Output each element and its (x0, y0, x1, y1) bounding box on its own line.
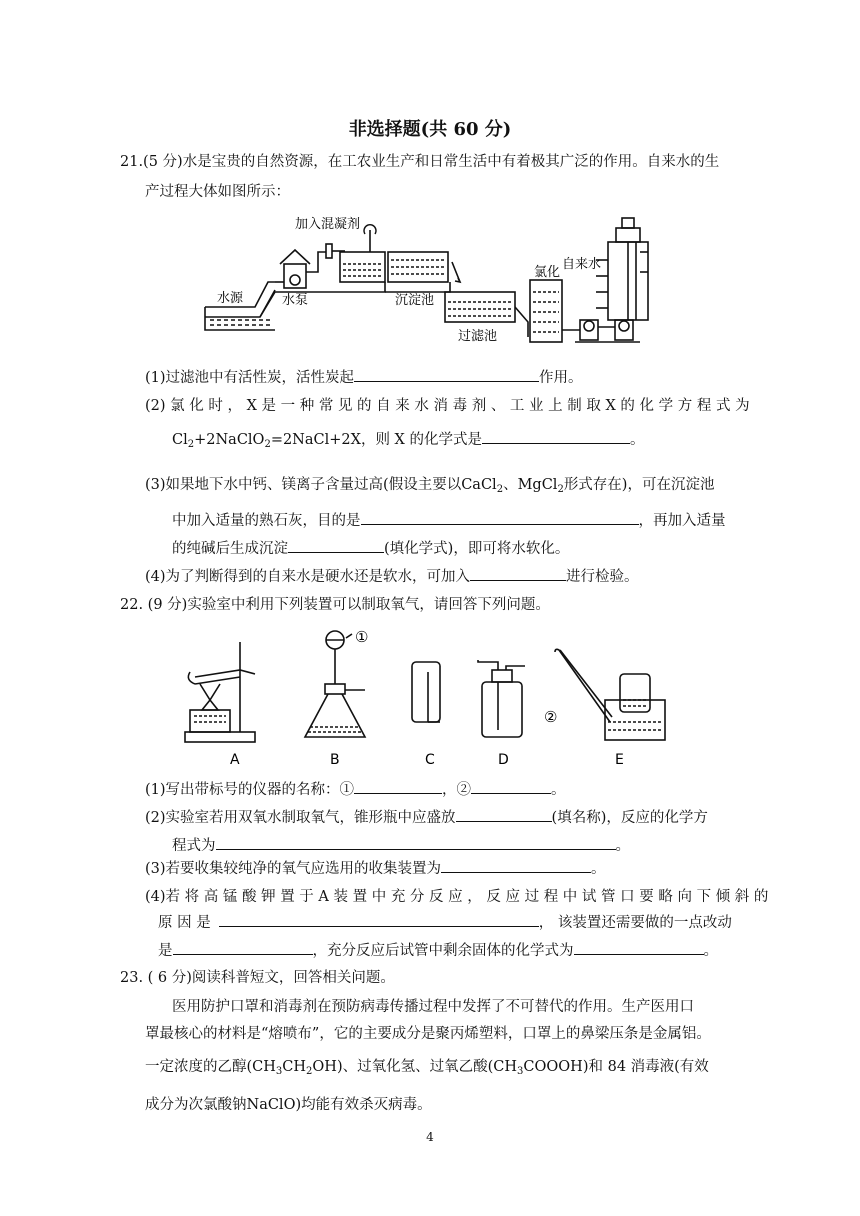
q23-paragraph-line4: 成分为次氯酸钠NaClO)均能有效杀灭病毒。 (145, 1097, 432, 1113)
svg-text:水泵: 水泵 (282, 293, 309, 308)
q21-part2-line1: (2) 氯 化 时 ， X 是 一 种 常 见 的 自 来 水 消 毒 剂 、 工 业 上 制 取 X 的 化 学 方 程 式 为 (145, 398, 750, 414)
answer-blank[interactable] (288, 537, 384, 553)
answer-blank[interactable] (216, 834, 616, 850)
svg-text:E: E (615, 752, 624, 768)
svg-text:D: D (498, 752, 509, 768)
svg-text:氯化: 氯化 (534, 265, 561, 280)
answer-blank[interactable] (361, 509, 639, 525)
answer-blank[interactable] (354, 778, 442, 794)
q22-part2-line2: 程式为 。 (172, 834, 630, 855)
answer-blank[interactable] (441, 857, 591, 873)
q21-part2-line2: $Cl_2+2NaClO_2=2NaCl+2X$，则 X 的化学式是 。 (172, 428, 645, 449)
svg-text:①: ① (355, 628, 369, 646)
oxygen-apparatus-diagram (180, 622, 670, 772)
svg-text:A: A (230, 752, 240, 768)
answer-blank[interactable] (482, 428, 630, 444)
q22-part4-line1: (4)若 将 高 锰 酸 钾 置 于 A 装 置 中 充 分 反 应 ， 反 应 过 程 中 试 管 口 要 略 向 下 倾 斜 的 (145, 889, 769, 905)
q21-part4: (4)为了判断得到的自来水是硬水还是软水，可加入 进行检验。 (145, 565, 639, 586)
svg-text:自来水: 自来水 (562, 257, 602, 272)
equation: $Cl_2+2NaClO_2=2NaCl+2X$ (172, 432, 361, 450)
answer-blank[interactable] (470, 565, 566, 581)
answer-blank[interactable] (219, 911, 539, 927)
q21-intro-line1: 21.(5 分)水是宝贵的自然资源，在工农业生产和日常生活中有着极其广泛的作用。自来水的生 (120, 154, 720, 170)
q22-part1: (1)写出带标号的仪器的名称：① ，② 。 (145, 778, 566, 799)
section-title: 非选择题(共 60 分) (348, 119, 512, 140)
answer-blank[interactable] (354, 366, 539, 382)
answer-blank[interactable] (173, 939, 313, 955)
svg-text:沉淀池: 沉淀池 (395, 293, 435, 308)
q21-intro-line2: 产过程大体如图所示： (145, 184, 290, 200)
svg-text:加入混凝剂: 加入混凝剂 (295, 217, 361, 232)
q22-part4-line2: 原 因 是 ， 该装置还需要做的一点改动 (158, 911, 732, 932)
q22-part3: (3)若要收集较纯净的氧气应选用的收集装置为 。 (145, 857, 606, 878)
answer-blank[interactable] (471, 778, 551, 794)
q23-intro: 23. ( 6 分)阅读科普短文，回答相关问题。 (120, 970, 395, 986)
water-treatment-diagram (200, 212, 660, 354)
q23-paragraph-line1: 医用防护口罩和消毒剂在预防病毒传播过程中发挥了不可替代的作用。生产医用口 (172, 999, 694, 1015)
svg-text:C: C (425, 752, 435, 768)
q21-part3-line3: 的纯碱后生成沉淀 (填化学式)，即可将水软化。 (172, 537, 569, 558)
answer-blank[interactable] (574, 939, 704, 955)
svg-text:②: ② (544, 708, 558, 726)
q23-paragraph-line3: 一定浓度的乙醇$(CH_3CH_2OH)$、过氧化氢、过氧乙酸$(CH_3COOOH)$和 84 消毒液(有效 (145, 1059, 709, 1077)
q21-part3-line2: 中加入适量的熟石灰，目的是 ，再加入适量 (172, 509, 726, 530)
q21-part3-line1: (3)如果地下水中钙、镁离子含量过高(假设主要以CaCl$_2$、MgCl$_2$形式存在)，可在沉淀池 (145, 477, 715, 495)
q22-part4-line3: 是 ，充分反应后试管中剩余固体的化学式为 。 (158, 939, 718, 960)
q23-paragraph-line2: 罩最核心的材料是“熔喷布”，它的主要成分是聚丙烯塑料，口罩上的鼻梁压条是金属铝。 (145, 1026, 711, 1042)
page-number: 4 (426, 1130, 434, 1144)
svg-text:过滤池: 过滤池 (458, 329, 498, 344)
q22-intro: 22. (9 分)实验室中利用下列装置可以制取氧气，请回答下列问题。 (120, 597, 550, 613)
answer-blank[interactable] (456, 806, 552, 822)
svg-text:水源: 水源 (217, 291, 244, 306)
q22-part2-line1: (2)实验室若用双氧水制取氧气，锥形瓶中应盛放 (填名称)，反应的化学方 (145, 806, 708, 827)
svg-text:B: B (330, 752, 340, 768)
q21-part1: (1)过滤池中有活性炭，活性炭起 作用。 (145, 366, 583, 387)
